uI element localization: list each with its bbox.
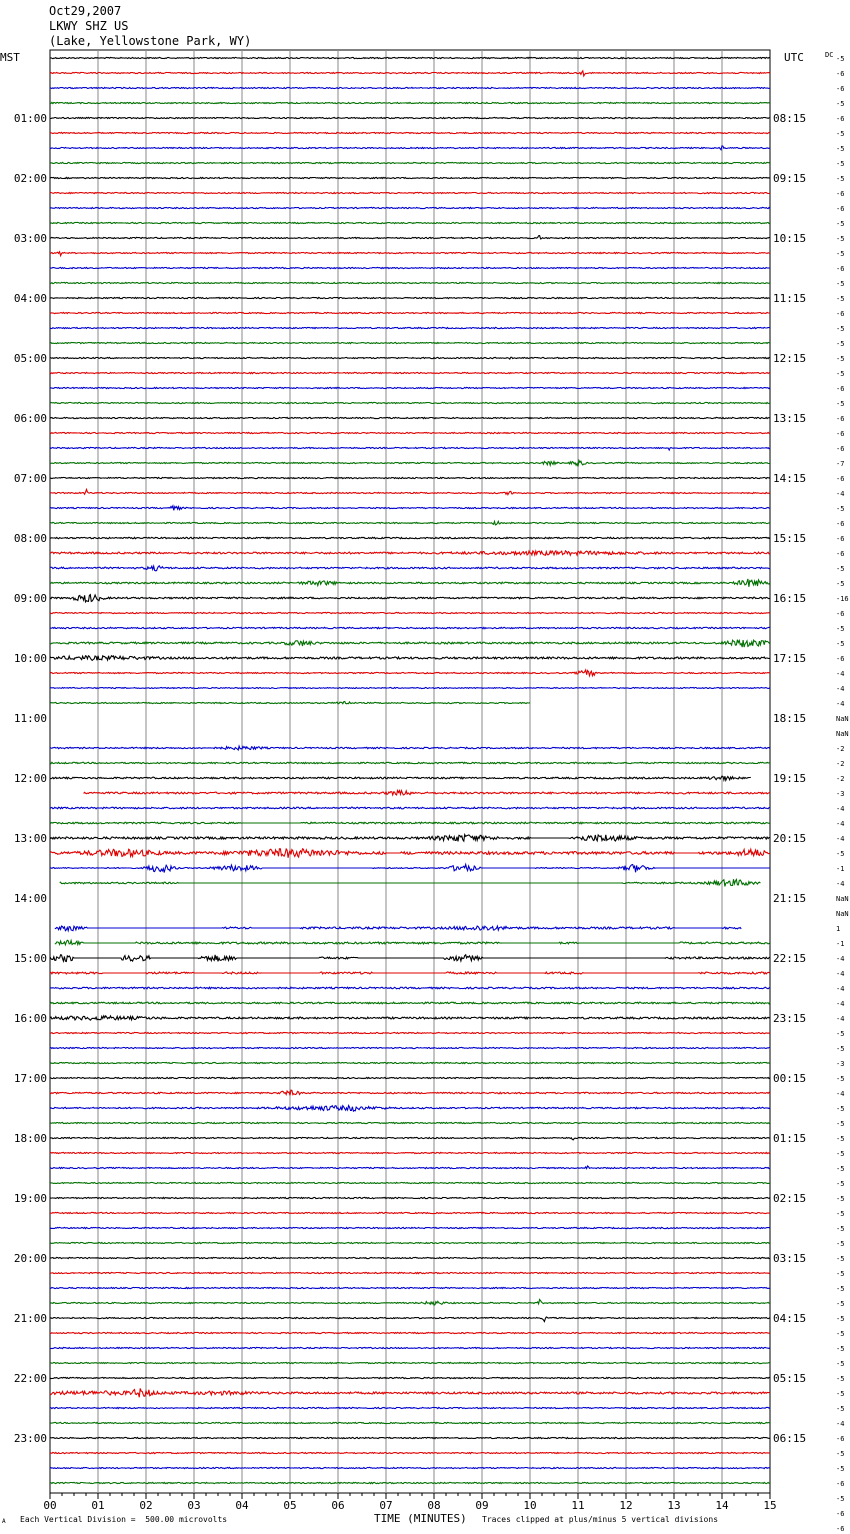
seismic-trace xyxy=(50,417,770,418)
right-hour-label: 10:15 xyxy=(773,232,807,245)
seismic-trace xyxy=(50,1062,770,1063)
seismic-trace xyxy=(50,1347,770,1348)
x-tick-label: 11 xyxy=(571,1499,585,1512)
seismic-trace xyxy=(50,1437,770,1438)
seismic-trace xyxy=(50,162,770,163)
seismic-trace xyxy=(50,1090,770,1095)
dc-offset-label: -5 xyxy=(836,235,845,243)
dc-offset-label: -6 xyxy=(836,415,845,423)
scale-note: Each Vertical Division = 500.00 microvolts xyxy=(20,1515,228,1524)
dc-offset-label: -5 xyxy=(836,175,845,183)
seismic-trace xyxy=(50,447,770,450)
seismic-trace xyxy=(50,57,770,58)
seismic-trace xyxy=(50,579,770,587)
left-hour-label: 12:00 xyxy=(13,772,47,785)
seismic-trace xyxy=(50,1002,770,1004)
seismic-trace xyxy=(50,1272,770,1273)
seismic-trace xyxy=(50,776,751,780)
seismic-trace xyxy=(50,762,770,763)
seismic-trace xyxy=(50,595,770,602)
dc-offset-label: -4 xyxy=(836,1090,845,1098)
dc-offset-label: -5 xyxy=(836,325,845,333)
dc-offset-label: -4 xyxy=(836,970,845,978)
dc-offset-label: -4 xyxy=(836,1420,845,1428)
seismic-trace xyxy=(50,297,770,298)
seismic-trace xyxy=(50,1137,770,1140)
dc-offset-label: -4 xyxy=(836,880,845,888)
seismic-trace xyxy=(50,551,770,556)
dc-offset-label: -5 xyxy=(836,1345,845,1353)
dc-offset-label: NaN xyxy=(836,730,849,738)
dc-offset-label: -5 xyxy=(836,100,845,108)
x-axis-title: TIME (MINUTES) xyxy=(374,1512,467,1525)
dc-offset-label: -5 xyxy=(836,145,845,153)
seismic-trace xyxy=(50,1016,770,1020)
seismic-trace xyxy=(50,87,770,88)
right-hour-label: 21:15 xyxy=(773,892,807,905)
plot-frame xyxy=(50,50,770,1493)
seismic-trace xyxy=(50,1407,770,1408)
dc-offset-label: 1 xyxy=(836,925,841,933)
dc-offset-label: -5 xyxy=(836,1495,845,1503)
right-hour-label: 16:15 xyxy=(773,592,807,605)
dc-offset-label: -5 xyxy=(836,1150,845,1158)
dc-offset-label: -6 xyxy=(836,205,845,213)
right-hour-label: 22:15 xyxy=(773,952,807,965)
seismic-trace xyxy=(50,1197,770,1198)
dc-offset-label: -7 xyxy=(836,460,845,468)
dc-offset-label: -5 xyxy=(836,55,845,63)
x-tick-label: 13 xyxy=(667,1499,681,1512)
left-hour-label: 09:00 xyxy=(13,592,47,605)
seismic-trace xyxy=(50,1106,770,1112)
dc-offset-label: -4 xyxy=(836,1000,845,1008)
dc-offset-label: -5 xyxy=(836,1330,845,1338)
dc-offset-label: -5 xyxy=(836,580,845,588)
dc-offset-label: -6 xyxy=(836,70,845,78)
x-tick-label: 07 xyxy=(379,1499,393,1512)
dc-offset-label: -5 xyxy=(836,1135,845,1143)
dc-offset-label: -6 xyxy=(836,610,845,618)
right-hour-label: 03:15 xyxy=(773,1252,807,1265)
seismic-trace xyxy=(50,267,770,268)
station-id: LKWY SHZ US xyxy=(49,19,129,33)
dc-offset-label: -5 xyxy=(836,1405,845,1413)
seismic-trace xyxy=(50,1362,770,1363)
dc-offset-label: -5 xyxy=(836,1075,845,1083)
seismic-trace xyxy=(50,506,770,511)
left-hour-label: 15:00 xyxy=(13,952,47,965)
seismic-trace xyxy=(50,521,770,525)
right-hour-label: 15:15 xyxy=(773,532,807,545)
dc-offset-label: -4 xyxy=(836,685,845,693)
dc-offset-label: -5 xyxy=(836,1045,845,1053)
seismic-trace xyxy=(50,461,770,467)
dc-offset-label: -5 xyxy=(836,160,845,168)
seismic-trace xyxy=(50,627,770,628)
seismic-trace xyxy=(50,132,770,133)
seismic-trace xyxy=(55,926,741,931)
dc-offset-label: -5 xyxy=(836,1270,845,1278)
dc-offset-label: -5 xyxy=(836,565,845,573)
left-hour-label: 20:00 xyxy=(13,1252,47,1265)
dc-offset-label: -6 xyxy=(836,550,845,558)
dc-offset-label: -6 xyxy=(836,115,845,123)
seismic-trace xyxy=(50,987,770,989)
plot-date: Oct29,2007 xyxy=(49,4,122,18)
seismic-trace xyxy=(50,1332,770,1333)
seismic-trace xyxy=(50,1452,770,1453)
seismic-trace xyxy=(50,1300,770,1306)
seismic-trace xyxy=(50,1317,770,1322)
seismic-trace xyxy=(50,640,770,647)
dc-offset-label: -5 xyxy=(836,1165,845,1173)
right-hour-label: 08:15 xyxy=(773,112,807,125)
dc-offset-label: -4 xyxy=(836,805,845,813)
left-hour-label: 18:00 xyxy=(13,1132,47,1145)
seismic-trace xyxy=(50,102,770,103)
dc-offset-label: -5 xyxy=(836,505,845,513)
seismic-trace xyxy=(50,972,770,974)
right-hour-label: 23:15 xyxy=(773,1012,807,1025)
left-hour-label: 17:00 xyxy=(13,1072,47,1085)
clip-note: Traces clipped at plus/minus 5 vertical divisions xyxy=(482,1515,719,1524)
right-hour-label: 14:15 xyxy=(773,472,807,485)
left-hour-label: 14:00 xyxy=(13,892,47,905)
dc-offset-label: -6 xyxy=(836,655,845,663)
seismic-trace xyxy=(50,1388,770,1397)
dc-offset-label: -3 xyxy=(836,1060,845,1068)
dc-offset-label: -4 xyxy=(836,955,845,963)
seismic-trace xyxy=(50,566,770,571)
dc-offset-label: -5 xyxy=(836,1390,845,1398)
dc-offset-label: -5 xyxy=(836,640,845,648)
dc-offset-label: -5 xyxy=(836,280,845,288)
seismic-trace xyxy=(50,372,770,373)
left-hour-label: 19:00 xyxy=(13,1192,47,1205)
dc-offset-label: -4 xyxy=(836,670,845,678)
seismic-trace xyxy=(50,1122,770,1123)
left-hour-label: 08:00 xyxy=(13,532,47,545)
left-hour-label: 06:00 xyxy=(13,412,47,425)
right-timezone-label: UTC xyxy=(784,51,804,64)
dc-offset-label: -6 xyxy=(836,445,845,453)
seismic-trace xyxy=(50,1077,770,1078)
station-location: (Lake, Yellowstone Park, WY) xyxy=(49,34,252,48)
left-timezone-label: MST xyxy=(0,51,20,64)
dc-offset-label: -5 xyxy=(836,1255,845,1263)
dc-offset-label: -5 xyxy=(836,400,845,408)
seismic-trace xyxy=(50,1482,770,1483)
dc-offset-label: -5 xyxy=(836,1225,845,1233)
dc-offset-label: NaN xyxy=(836,895,849,903)
left-hour-label: 16:00 xyxy=(13,1012,47,1025)
dc-offset-label: -5 xyxy=(836,1120,845,1128)
dc-offset-label: -6 xyxy=(836,310,845,318)
right-hour-label: 11:15 xyxy=(773,292,807,305)
right-hour-label: 01:15 xyxy=(773,1132,807,1145)
dc-offset-label: -5 xyxy=(836,1375,845,1383)
seismic-trace xyxy=(50,688,770,689)
seismic-trace xyxy=(50,402,770,403)
seismic-trace xyxy=(50,282,770,283)
seismic-trace xyxy=(50,1227,770,1228)
left-hour-label: 03:00 xyxy=(13,232,47,245)
seismic-trace xyxy=(50,146,770,150)
left-hour-label: 11:00 xyxy=(13,712,47,725)
dc-offset-label: -4 xyxy=(836,1015,845,1023)
dc-offset-label: -16 xyxy=(836,595,849,603)
dc-offset-label: -5 xyxy=(836,1300,845,1308)
right-hour-label: 02:15 xyxy=(773,1192,807,1205)
right-hour-label: 18:15 xyxy=(773,712,807,725)
dc-offset-label: -6 xyxy=(836,520,845,528)
dc-offset-label: -6 xyxy=(836,190,845,198)
seismic-trace xyxy=(50,192,770,193)
right-hour-label: 20:15 xyxy=(773,832,807,845)
x-tick-label: 00 xyxy=(43,1499,57,1512)
x-tick-label: 03 xyxy=(187,1499,201,1512)
dc-offset-label: -5 xyxy=(836,1105,845,1113)
dc-offset-label: -5 xyxy=(836,1315,845,1323)
dc-offset-label: -5 xyxy=(836,220,845,228)
dc-offset-label: -5 xyxy=(836,1030,845,1038)
seismic-trace xyxy=(50,1242,770,1243)
dc-offset-label: -6 xyxy=(836,535,845,543)
seismic-trace xyxy=(50,670,770,676)
seismic-trace xyxy=(50,865,770,873)
dc-offset-label: -5 xyxy=(836,625,845,633)
dc-offset-label: -5 xyxy=(836,1285,845,1293)
seismic-trace xyxy=(50,1166,770,1169)
seismic-trace xyxy=(50,955,770,962)
seismic-trace xyxy=(50,1422,770,1423)
dc-offset-label: -4 xyxy=(836,835,845,843)
x-tick-label: 09 xyxy=(475,1499,489,1512)
left-hour-label: 05:00 xyxy=(13,352,47,365)
dc-offset-label: -1 xyxy=(836,865,845,873)
dc-offset-label: -6 xyxy=(836,1435,845,1443)
seismic-trace xyxy=(50,342,770,343)
dc-offset-label: -6 xyxy=(836,385,845,393)
seismic-trace xyxy=(50,1032,770,1033)
right-hour-label: 04:15 xyxy=(773,1312,807,1325)
left-hour-label: 01:00 xyxy=(13,112,47,125)
seismic-trace xyxy=(50,835,770,842)
dc-offset-label: -2 xyxy=(836,760,845,768)
seismic-trace xyxy=(50,849,770,858)
seismic-trace xyxy=(50,1047,770,1048)
dc-offset-label: -5 xyxy=(836,1465,845,1473)
x-tick-label: 15 xyxy=(763,1499,777,1512)
dc-offset-label: -2 xyxy=(836,745,845,753)
seismic-trace xyxy=(50,1467,770,1468)
seismic-trace xyxy=(50,1287,770,1288)
seismic-trace xyxy=(50,477,770,478)
dc-offset-label: -5 xyxy=(836,1360,845,1368)
seismic-trace xyxy=(50,117,770,118)
dc-offset-label: -5 xyxy=(836,295,845,303)
seismic-trace xyxy=(50,1182,770,1183)
dc-offset-label: -5 xyxy=(836,1450,845,1458)
dc-offset-label: -5 xyxy=(836,130,845,138)
dc-offset-label: -4 xyxy=(836,490,845,498)
x-tick-label: 12 xyxy=(619,1499,633,1512)
dc-offset-label: NaN xyxy=(836,910,849,918)
seismic-trace xyxy=(50,312,770,313)
seismic-trace xyxy=(50,612,770,613)
x-tick-label: 01 xyxy=(91,1499,105,1512)
dc-offset-label: NaN xyxy=(836,715,849,723)
seismic-trace xyxy=(50,1212,770,1213)
seismic-trace xyxy=(50,1377,770,1378)
seismic-trace xyxy=(50,656,770,661)
right-hour-label: 09:15 xyxy=(773,172,807,185)
dc-offset-label: -5 xyxy=(836,1210,845,1218)
x-tick-label: 14 xyxy=(715,1499,729,1512)
dc-offset-label: -3 xyxy=(836,790,845,798)
dc-offset-label: -5 xyxy=(836,1240,845,1248)
right-hour-label: 17:15 xyxy=(773,652,807,665)
left-hour-label: 13:00 xyxy=(13,832,47,845)
dc-offset-label: -5 xyxy=(836,340,845,348)
dc-offset-label: -5 xyxy=(836,355,845,363)
dc-offset-label: -2 xyxy=(836,775,845,783)
x-tick-label: 06 xyxy=(331,1499,345,1512)
seismic-trace xyxy=(50,1257,770,1258)
dc-offset-label: -6 xyxy=(836,430,845,438)
left-hour-label: 04:00 xyxy=(13,292,47,305)
corner-mark: A xyxy=(2,1518,6,1525)
dc-offset-label: -1 xyxy=(836,940,845,948)
seismic-trace xyxy=(50,387,770,388)
dc-offset-label: -6 xyxy=(836,265,845,273)
dc-offset-label: -5 xyxy=(836,1180,845,1188)
right-hour-label: 19:15 xyxy=(773,772,807,785)
seismic-trace xyxy=(60,879,761,886)
dc-offset-label: -6 xyxy=(836,1510,845,1518)
right-hour-label: 06:15 xyxy=(773,1432,807,1445)
seismic-trace xyxy=(50,327,770,328)
left-hour-label: 02:00 xyxy=(13,172,47,185)
right-hour-label: 12:15 xyxy=(773,352,807,365)
seismic-trace xyxy=(50,807,770,809)
left-hour-label: 21:00 xyxy=(13,1312,47,1325)
dc-offset-label: -6 xyxy=(836,1525,845,1533)
left-hour-label: 23:00 xyxy=(13,1432,47,1445)
seismic-trace xyxy=(50,177,770,178)
seismic-trace xyxy=(50,252,770,256)
x-tick-label: 05 xyxy=(283,1499,297,1512)
seismic-trace xyxy=(84,791,770,795)
seismic-trace xyxy=(50,746,770,750)
seismic-trace xyxy=(50,537,770,538)
right-hour-label: 13:15 xyxy=(773,412,807,425)
x-tick-label: 10 xyxy=(523,1499,537,1512)
seismic-trace xyxy=(55,940,770,945)
seismic-trace xyxy=(50,489,770,494)
seismic-trace xyxy=(50,1152,770,1153)
seismic-trace xyxy=(50,207,770,208)
x-tick-label: 02 xyxy=(139,1499,153,1512)
dc-header: DC xyxy=(825,51,834,59)
x-tick-label: 08 xyxy=(427,1499,441,1512)
dc-offset-label: -6 xyxy=(836,475,845,483)
dc-offset-label: -4 xyxy=(836,985,845,993)
dc-offset-label: -4 xyxy=(836,700,845,708)
left-hour-label: 10:00 xyxy=(13,652,47,665)
dc-offset-label: -6 xyxy=(836,85,845,93)
seismic-trace xyxy=(50,236,770,239)
dc-offset-label: -5 xyxy=(836,850,845,858)
left-hour-label: 07:00 xyxy=(13,472,47,485)
seismic-trace xyxy=(50,357,770,359)
dc-offset-label: -4 xyxy=(836,820,845,828)
seismic-trace xyxy=(50,822,770,824)
x-tick-label: 04 xyxy=(235,1499,249,1512)
seismic-trace xyxy=(50,71,770,76)
dc-offset-label: -6 xyxy=(836,1480,845,1488)
dc-offset-label: -5 xyxy=(836,1195,845,1203)
seismic-trace xyxy=(50,222,770,223)
dc-offset-label: -5 xyxy=(836,250,845,258)
seismic-trace xyxy=(50,432,770,433)
dc-offset-label: -5 xyxy=(836,370,845,378)
left-hour-label: 22:00 xyxy=(13,1372,47,1385)
right-hour-label: 00:15 xyxy=(773,1072,807,1085)
right-hour-label: 05:15 xyxy=(773,1372,807,1385)
